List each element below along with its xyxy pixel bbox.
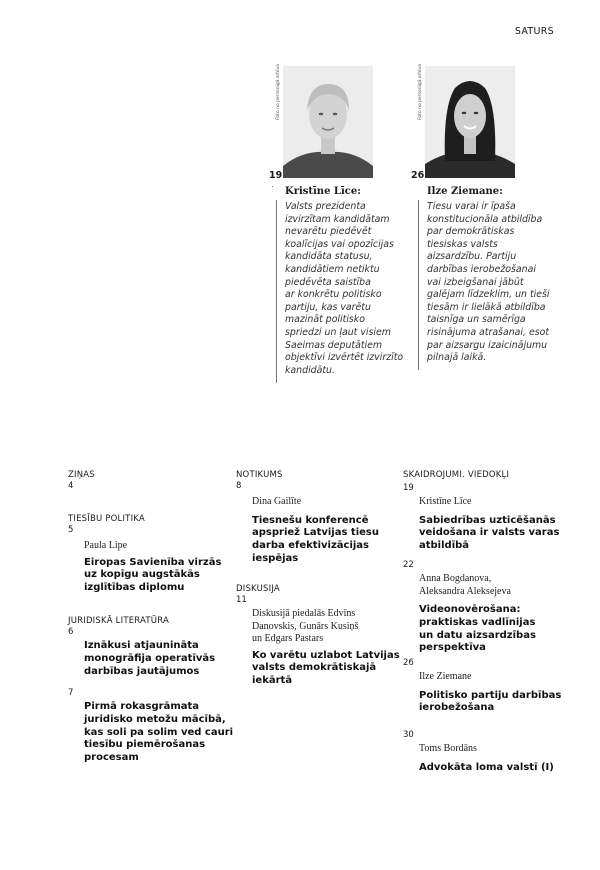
quote-line: risinājuma atrašanai, esot xyxy=(427,326,550,338)
quote-line: piedēvēta saistība xyxy=(285,276,371,288)
toc-item-7[interactable] xyxy=(68,688,248,765)
title-line: Videonovērošana: xyxy=(419,604,521,615)
category-label: ZIŅAS xyxy=(68,470,95,480)
toc-item-30[interactable] xyxy=(403,730,583,774)
toc-item-22[interactable] xyxy=(403,560,583,655)
author-line: Danovskis, Gunārs Kusiņš xyxy=(252,620,359,632)
page-number: 7 xyxy=(68,688,74,698)
quote-line: darbības ierobežošanai xyxy=(427,263,536,275)
title-line: praktiskas vadlīnijas xyxy=(419,616,536,628)
photo-credit-2: Foto no personīgā arhīva xyxy=(418,64,423,120)
title-line: Tiesnešu konferencē xyxy=(252,514,369,526)
quote-line: aizsardzību. Partiju xyxy=(427,251,517,263)
author-line: Aleksandra Aleksejeva xyxy=(419,585,511,597)
featured-name-1: Kristīne Līce: xyxy=(285,186,361,197)
quote-line: koalīcijas vai opozīcijas xyxy=(285,238,394,250)
title-line: Iznākusi atjaunināta xyxy=(84,640,199,651)
section-label: SATURS xyxy=(514,26,554,37)
quote-line: Valsts prezidenta xyxy=(285,201,366,212)
author-name xyxy=(252,608,416,646)
author-line: Ilze Ziemane xyxy=(419,671,472,682)
quote-line: galējam līdzeklim, un tieši xyxy=(427,289,550,301)
title-line: valsts demokrātiskajā xyxy=(252,662,377,674)
toc-item-26[interactable] xyxy=(403,658,583,715)
article-title xyxy=(84,701,248,765)
toc-tiesibu-politika[interactable] xyxy=(68,514,248,595)
page-number: 6 xyxy=(68,627,74,637)
title-line: veidošana ir valsts varas xyxy=(419,527,560,539)
title-line: iespējas xyxy=(252,552,299,564)
title-line: Ko varētu uzlabot Latvijas xyxy=(252,649,400,661)
article-title xyxy=(84,640,248,678)
author-line: Toms Bordāns xyxy=(419,743,477,754)
toc-item-19[interactable] xyxy=(403,483,583,553)
author-name: Paula Lipe xyxy=(84,540,128,551)
quote-line: tiesām ir lielākā atbildība xyxy=(427,301,546,313)
title-line: darbības jautājumos xyxy=(84,665,200,677)
quote-line: vai izbeigšanai jābūt xyxy=(427,276,524,288)
page-number: 22 xyxy=(403,560,414,570)
quote-line: kandidāta statusu, xyxy=(285,251,373,263)
quote-line: kandidātiem netiktu xyxy=(285,263,380,275)
title-line: monogrāfija operatīvās xyxy=(84,652,216,664)
title-line: procesam xyxy=(84,752,139,764)
quote-line: pilnajā laikā. xyxy=(427,352,487,364)
title-line: perspektīva xyxy=(419,642,486,654)
title-line: Politisko partiju darbības xyxy=(419,689,562,701)
author-name xyxy=(419,671,583,684)
category-label: NOTIKUMS xyxy=(236,470,283,480)
title-line: kas soli pa solim ved cauri xyxy=(84,726,234,738)
featured-quote-2 xyxy=(427,201,550,365)
title-line: Pirmā rokasgrāmata xyxy=(84,701,200,712)
quote-line: partiju, kas varētu xyxy=(285,301,371,313)
toc-zinas[interactable] xyxy=(68,470,95,492)
title-line: tiesību piemērošanas xyxy=(84,739,206,751)
author-name xyxy=(419,573,583,598)
portrait-photo-2 xyxy=(425,66,515,178)
article-title xyxy=(419,690,583,716)
page-number: 26 xyxy=(403,658,414,668)
title-line: darba efektivizācijas xyxy=(252,540,369,552)
title-line: ierobežošana xyxy=(419,702,495,714)
page-number: 30 xyxy=(403,730,414,740)
title-line: apspriež Latvijas tiesu xyxy=(252,527,379,539)
article-title xyxy=(419,762,583,775)
title-line: juridisko metožu mācībā, xyxy=(84,713,226,725)
article-title xyxy=(84,557,248,595)
quote-line: ar konkrētu politisko xyxy=(285,289,382,301)
author-name xyxy=(419,496,583,509)
article-title xyxy=(252,515,416,566)
quote-line: izvirzītam kandidātam xyxy=(285,213,390,225)
featured-quote-1 xyxy=(285,201,403,377)
author-name xyxy=(419,743,583,756)
quote-line: objektīvi izvērtēt izvirzīto xyxy=(285,352,404,364)
article-title xyxy=(419,515,583,553)
quote-line: kandidātu. xyxy=(285,364,335,376)
quote-line: Tiesu varai ir īpaša xyxy=(427,201,516,212)
quote-line: Saeimas deputātiem xyxy=(285,339,383,351)
author-line: Anna Bogdanova, xyxy=(419,573,492,584)
author-line: Diskusijā piedalās Edvīns xyxy=(252,608,356,619)
title-line: Advokāta loma valstī (I) xyxy=(419,761,554,773)
category-label: TIESĪBU POLITIKA xyxy=(68,514,145,524)
author-line: Kristīne Līce xyxy=(419,496,472,507)
photo-credit-1: Foto no personīgā arhīva xyxy=(276,64,281,120)
divider-2 xyxy=(418,200,419,370)
category-label: SKAIDROJUMI. VIEDOKĻI xyxy=(403,470,510,480)
featured-page-2: 26 xyxy=(411,170,425,181)
title-line: izglītības diplomu xyxy=(84,582,185,594)
article-title xyxy=(252,650,416,688)
toc-notikums[interactable] xyxy=(236,470,416,566)
title-line: Sabiedrības uzticēšanās xyxy=(419,514,556,526)
toc-juridiska-literatura[interactable] xyxy=(68,616,248,678)
title-line: uz kopīgu augstākās xyxy=(84,569,200,581)
page-number: 4 xyxy=(68,481,74,491)
quote-line: taisnīga un samērīga xyxy=(427,314,526,326)
page-number: 5 xyxy=(68,525,74,535)
featured-page-1: 19 xyxy=(269,170,283,181)
title-line: Eiropas Savienība virzās xyxy=(84,556,222,568)
quote-line: mazināt politisko xyxy=(285,314,365,326)
featured-name-2: Ilze Ziemane: xyxy=(427,186,503,197)
page-number: 8 xyxy=(236,481,242,491)
title-line: iekārtā xyxy=(252,675,293,687)
quote-line: par aizsargu izaicinājumu xyxy=(427,339,548,351)
category-label: JURIDISKĀ LITERATŪRA xyxy=(68,616,169,626)
author-line: un Edgars Pastars xyxy=(252,633,324,644)
quote-line: tiesiskas valsts xyxy=(427,238,498,250)
author-name: Dina Gailīte xyxy=(252,496,302,507)
page-number: 19 xyxy=(403,483,414,493)
divider-1 xyxy=(276,200,277,383)
portrait-photo-1 xyxy=(283,66,373,178)
article-title xyxy=(419,604,583,655)
toc-diskusija[interactable] xyxy=(236,584,416,688)
category-label: DISKUSIJA xyxy=(236,584,280,594)
quote-line: konstitucionāla atbildība xyxy=(427,213,543,225)
quote-line: par demokrātiskas xyxy=(427,226,515,238)
quote-line: nevarētu piedēvēt xyxy=(285,226,372,238)
title-line: un datu aizsardzības xyxy=(419,629,536,641)
quote-line: spriedzi un ļaut visiem xyxy=(285,326,391,338)
title-line: atbildībā xyxy=(419,540,470,552)
page-number: 11 xyxy=(236,595,247,605)
